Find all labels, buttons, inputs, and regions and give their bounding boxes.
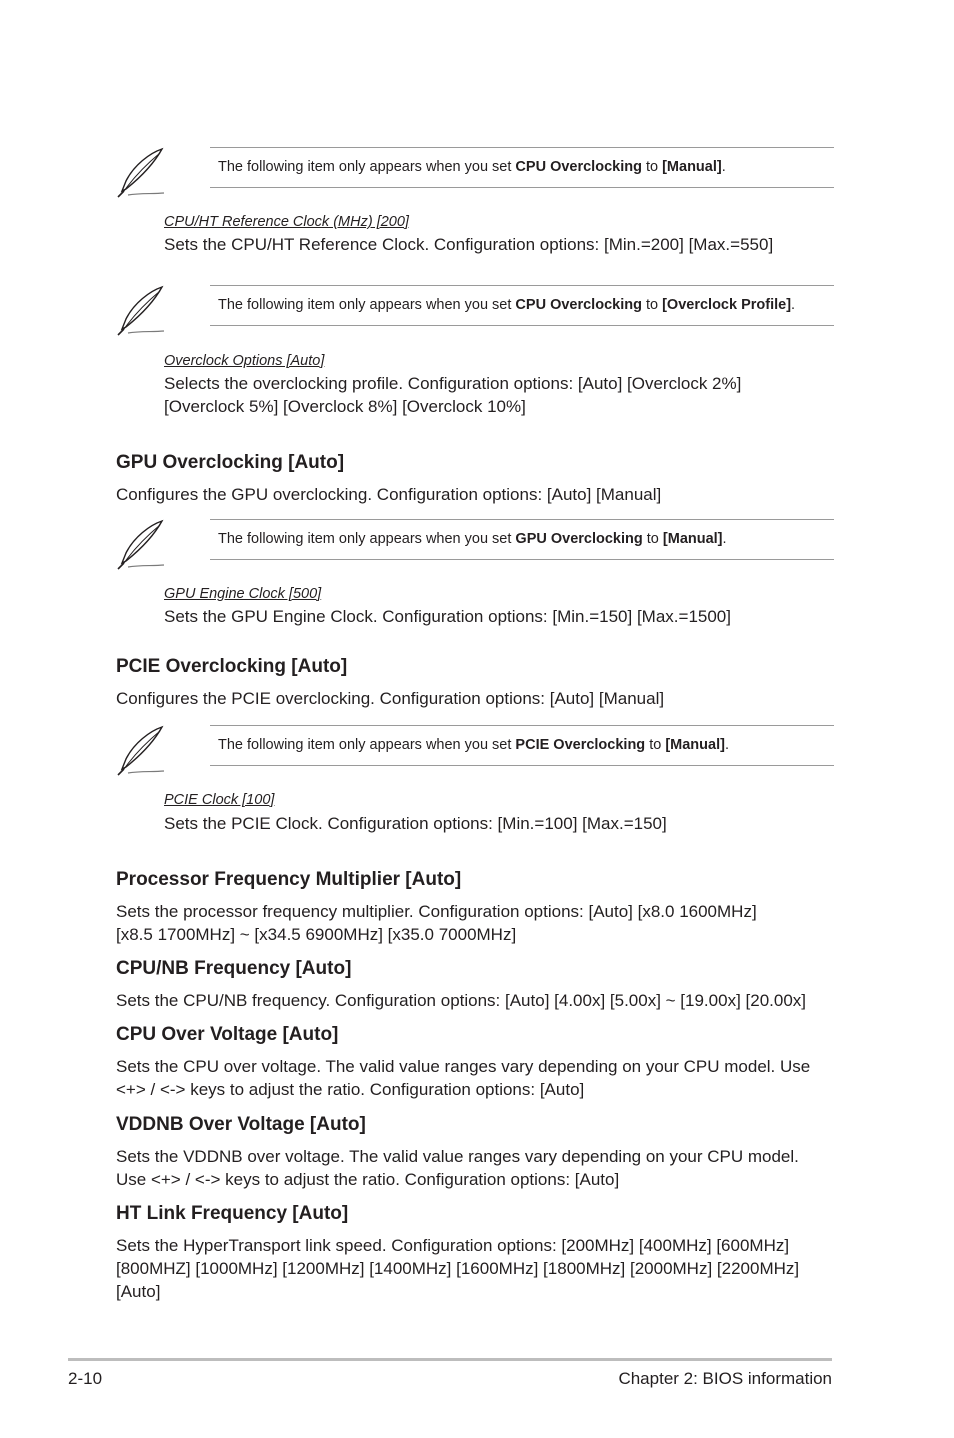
section-description: [Auto] [116,1282,161,1301]
section-description: [x8.5 1700MHz] ~ [x34.5 6900MHz] [x35.0 7000MHz] [116,925,517,944]
subitem-title: GPU Engine Clock [500] [164,586,322,602]
section-description: Use <+> / <-> keys to adjust the ratio. Configuration options: [Auto] [116,1170,620,1189]
subitem-description: Selects the overclocking profile. Configuration options: [Auto] [Overclock 2%] [164,374,742,393]
note-rule-top [210,285,834,286]
note-text: The following item only appears when you set CPU Overclocking to [Manual]. [218,159,726,175]
note-box [112,519,834,583]
section-description: <+> / <-> keys to adjust the ratio. Configuration options: [Auto] [116,1080,585,1099]
section-description: [800MHZ] [1000MHz] [1200MHz] [1400MHz] [1600MHz] [1800MHz] [2000MHz] [2200MHz] [116,1259,800,1278]
footer-rule [68,1358,832,1361]
section-heading: CPU Over Voltage [Auto] [116,1024,339,1045]
section-description: Sets the VDDNB over voltage. The valid value ranges vary depending on your CPU model. [116,1147,799,1166]
note-rule-bottom [210,559,834,560]
note-box [112,147,834,211]
feather-pen-icon [112,725,168,781]
section-description: Sets the HyperTransport link speed. Configuration options: [200MHz] [400MHz] [600MHz] [116,1236,790,1255]
section-heading: HT Link Frequency [Auto] [116,1203,349,1224]
subitem-description: Sets the PCIE Clock. Configuration options: [Min.=100] [Max.=150] [164,814,667,833]
note-rule-bottom [210,765,834,766]
section-description: Sets the CPU over voltage. The valid value ranges vary depending on your CPU model. Use [116,1057,811,1076]
note-box [112,725,834,789]
chapter-title: Chapter 2: BIOS information [618,1369,832,1388]
section-heading: VDDNB Over Voltage [Auto] [116,1114,366,1135]
note-text: The following item only appears when you set CPU Overclocking to [Overclock Profile]. [218,297,796,313]
section-heading: Processor Frequency Multiplier [Auto] [116,869,462,890]
section-description: Sets the processor frequency multiplier. Configuration options: [Auto] [x8.0 1600MHz] [116,902,757,921]
note-rule-top [210,519,834,520]
section-description: Configures the GPU overclocking. Configuration options: [Auto] [Manual] [116,485,662,504]
note-box [112,285,834,349]
subitem-title: Overclock Options [Auto] [164,353,325,369]
section-description: Configures the PCIE overclocking. Configuration options: [Auto] [Manual] [116,689,665,708]
subitem-description: Sets the CPU/HT Reference Clock. Configuration options: [Min.=200] [Max.=550] [164,235,774,254]
note-rule-bottom [210,187,834,188]
section-description: Sets the CPU/NB frequency. Configuration options: [Auto] [4.00x] [5.00x] ~ [19.00x] [20.00x] [116,991,807,1010]
note-rule-bottom [210,325,834,326]
section-heading: GPU Overclocking [Auto] [116,452,345,473]
note-rule-top [210,725,834,726]
page-number: 2-10 [68,1369,103,1388]
note-text: The following item only appears when you set GPU Overclocking to [Manual]. [218,531,727,547]
subitem-description: [Overclock 5%] [Overclock 8%] [Overclock 10%] [164,397,526,416]
section-heading: CPU/NB Frequency [Auto] [116,958,352,979]
note-rule-top [210,147,834,148]
feather-pen-icon [112,519,168,575]
feather-pen-icon [112,147,168,203]
feather-pen-icon [112,285,168,341]
note-text: The following item only appears when you set PCIE Overclocking to [Manual]. [218,737,729,753]
subitem-title: CPU/HT Reference Clock (MHz) [200] [164,214,409,230]
subitem-description: Sets the GPU Engine Clock. Configuration options: [Min.=150] [Max.=1500] [164,607,731,626]
section-heading: PCIE Overclocking [Auto] [116,656,348,677]
subitem-title: PCIE Clock [100] [164,792,275,808]
